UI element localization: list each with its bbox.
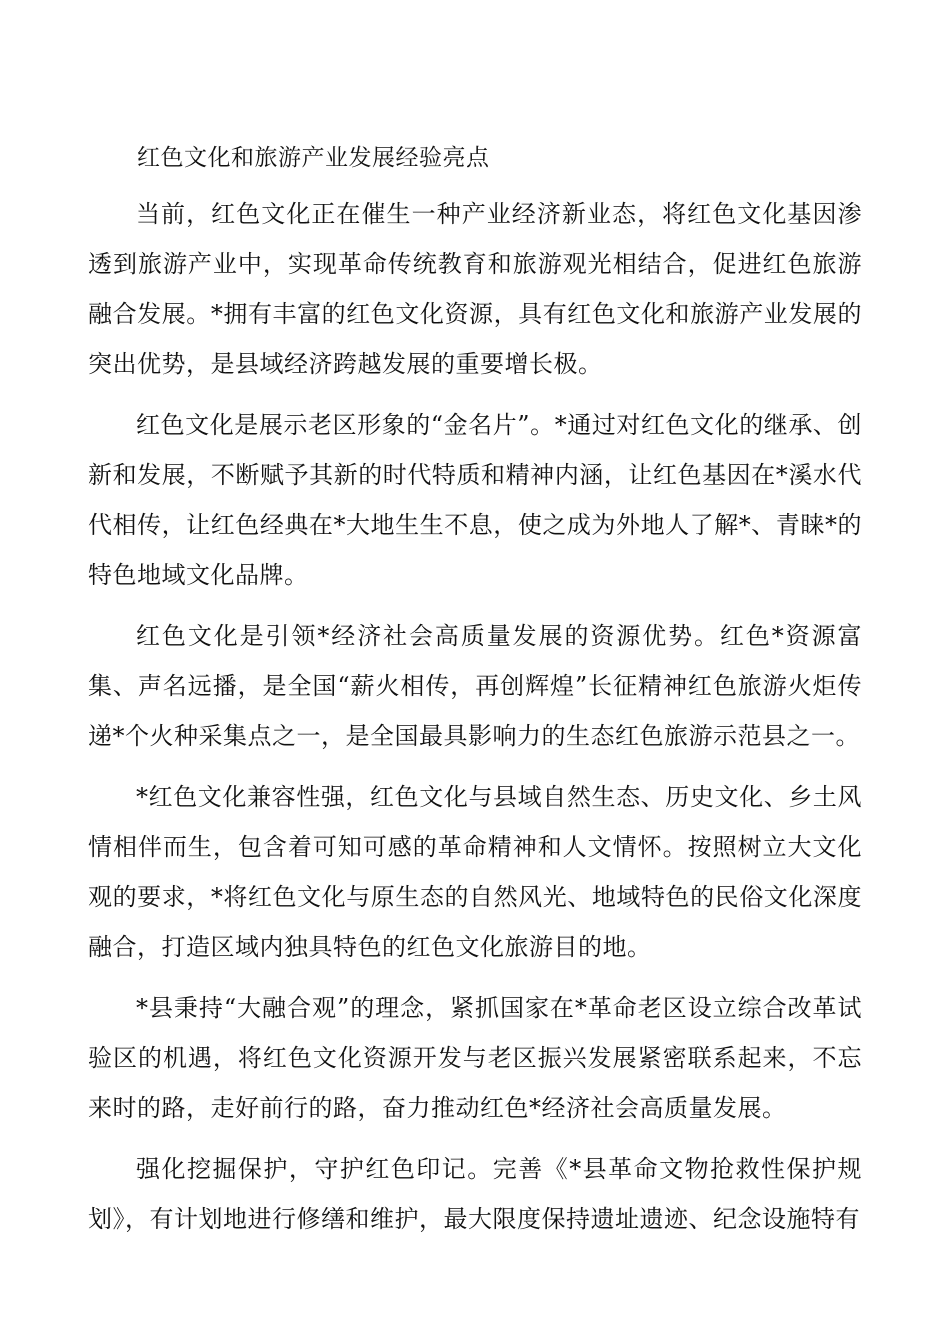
paragraph-3: 红色文化是引领*经济社会高质量发展的资源优势。红色*资源富集、声名远播，是全国“薪火相传，再创辉煌”长征精神红色旅游火炬传递*个火种采集点之一，是全国最具影响力的生态红色旅游示范县之一。 [88,622,862,750]
paragraph-2: 红色文化是展示老区形象的“金名片”。*通过对红色文化的继承、创新和发展，不断赋予其新的时代特质和精神内涵，让红色基因在*溪水代代相传，让红色经典在*大地生生不息，使之成为外地人了解*、青睐*的特色地域文化品牌。 [88,411,862,589]
paragraph-6: 强化挖掘保护，守护红色印记。完善《*县革命文物抢救性保护规划》，有计划地进行修缮和维护，最大限度保持遗址遗迹、纪念设施特有 [88,1155,862,1233]
paragraph-5: *县秉持“大融合观”的理念，紧抓国家在*革命老区设立综合改革试验区的机遇，将红色文化资源开发与老区振兴发展紧密联系起来，不忘来时的路，走好前行的路，奋力推动红色*经济社会高质量发展。 [88,994,862,1122]
document-body [88,138,862,1255]
document-title: 红色文化和旅游产业发展经验亮点 [137,145,490,171]
paragraph-4: *红色文化兼容性强，红色文化与县域自然生态、历史文化、乡土风情相伴而生，包含着可知可感的革命精神和人文情怀。按照树立大文化观的要求，*将红色文化与原生态的自然风光、地域特色的民俗文化深度融合，打造区域内独具特色的红色文化旅游目的地。 [88,783,862,961]
paragraph-1: 当前，红色文化正在催生一种产业经济新业态，将红色文化基因渗透到旅游产业中，实现革命传统教育和旅游观光相结合，促进红色旅游融合发展。*拥有丰富的红色文化资源，具有红色文化和旅游产业发展的突出优势，是县域经济跨越发展的重要增长极。 [88,200,862,378]
